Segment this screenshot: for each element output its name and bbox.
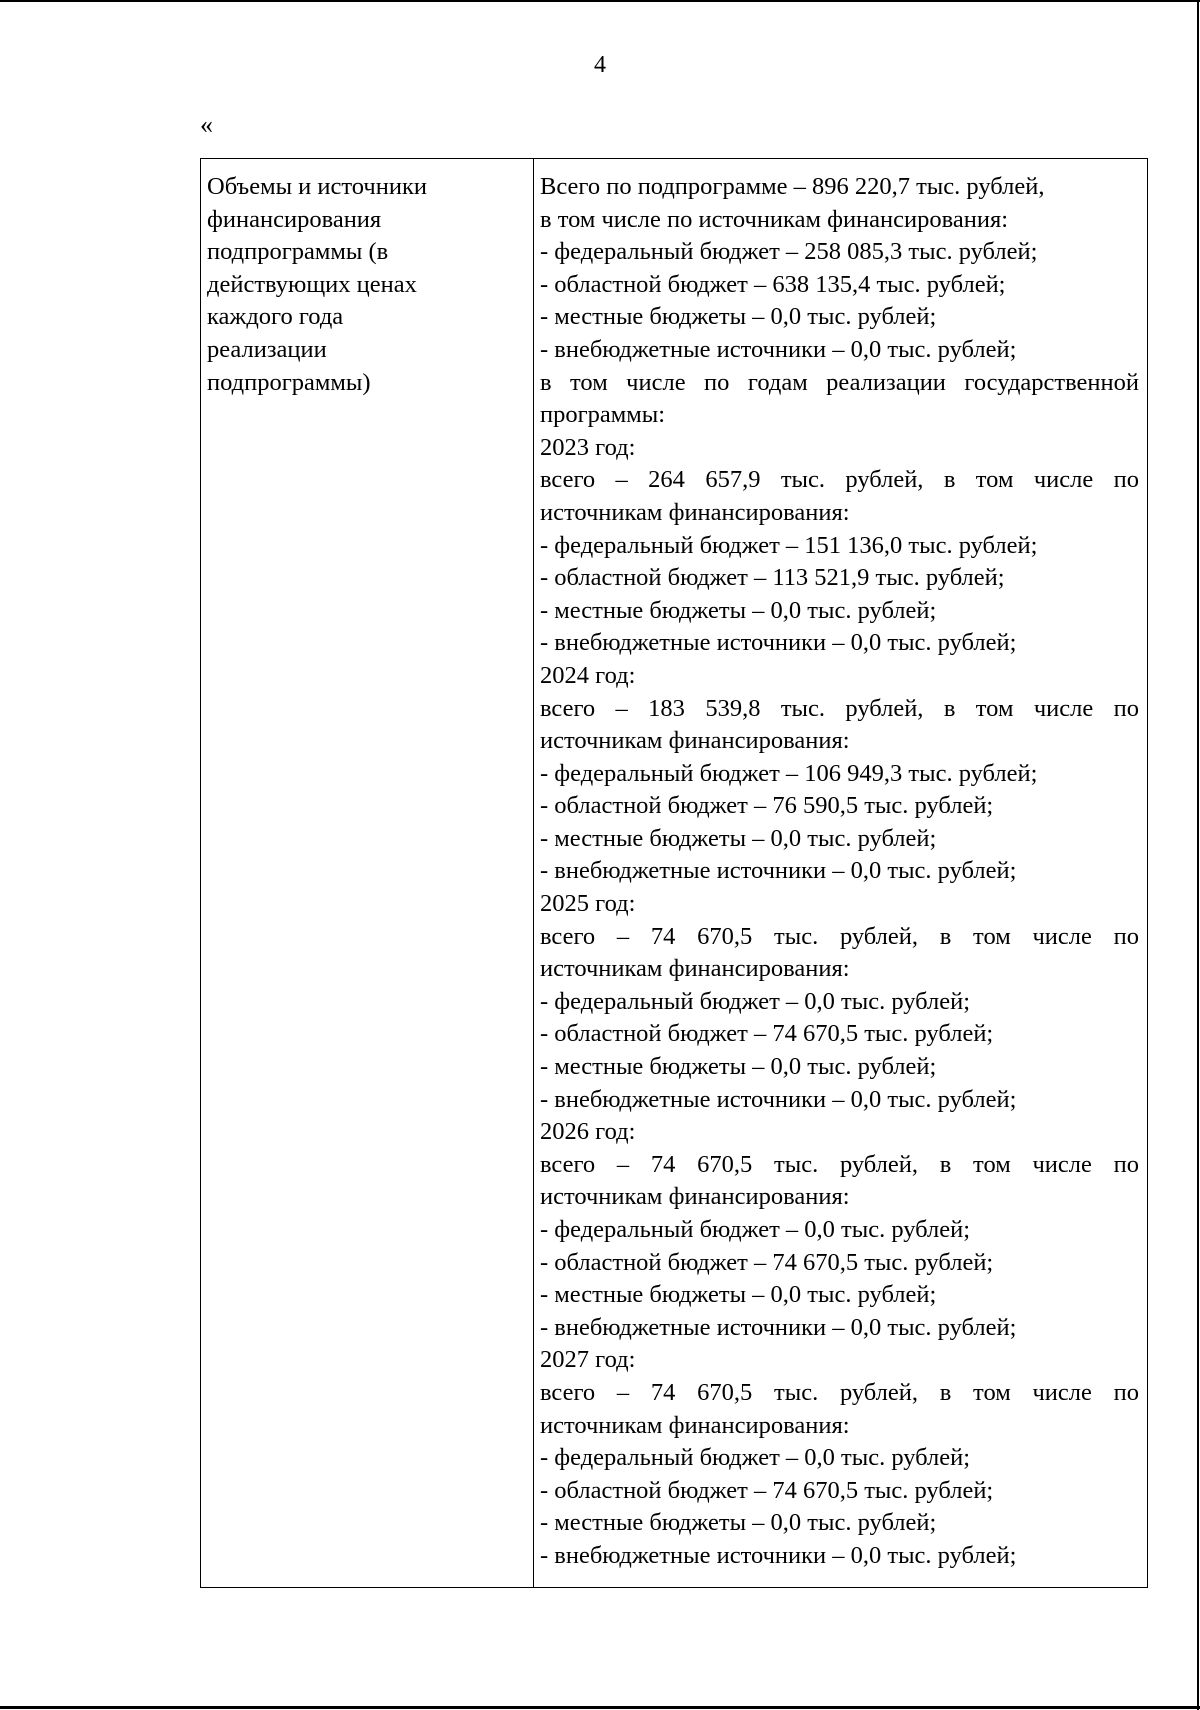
year-label: 2023 год: (540, 433, 636, 461)
year-total-cont: источникам финансирования: (540, 498, 850, 526)
year-total-cont: источникам финансирования: (540, 727, 850, 755)
year-federal: - федеральный бюджет – 0,0 тыс. рублей; (540, 987, 971, 1015)
summary-federal: - федеральный бюджет – 258 085,3 тыс. рублей; (540, 238, 1038, 266)
label-line: действующих ценах (207, 270, 417, 298)
scan-edge-bottom (0, 1706, 1200, 1709)
year-regional: - областной бюджет – 76 590,5 тыс. рублей; (540, 792, 994, 820)
table-row (201, 159, 1148, 1588)
years-heading: в том числе по годам реализации государственной (540, 368, 1139, 396)
year-local: - местные бюджеты – 0,0 тыс. рублей; (540, 824, 937, 852)
page-number: 4 (594, 52, 606, 78)
year-block-2027 (540, 1344, 1139, 1572)
year-extrabudgetary: - внебюджетные источники – 0,0 тыс. рублей; (540, 1085, 1017, 1113)
year-extrabudgetary: - внебюджетные источники – 0,0 тыс. рублей; (540, 857, 1017, 885)
year-local: - местные бюджеты – 0,0 тыс. рублей; (540, 1281, 937, 1309)
year-federal: - федеральный бюджет – 0,0 тыс. рублей; (540, 1444, 971, 1472)
summary-local: - местные бюджеты – 0,0 тыс. рублей; (540, 303, 937, 331)
year-federal: - федеральный бюджет – 0,0 тыс. рублей; (540, 1216, 971, 1243)
years-heading-cont: программы: (540, 401, 666, 429)
year-extrabudgetary: - внебюджетные источники – 0,0 тыс. рублей; (540, 1541, 1017, 1569)
year-total: всего – 264 657,9 тыс. рублей, в том числе по (540, 466, 1139, 494)
year-regional: - областной бюджет – 74 670,5 тыс. рублей; (540, 1020, 994, 1048)
summary-regional: - областной бюджет – 638 135,4 тыс. рублей; (540, 270, 1006, 298)
year-federal: - федеральный бюджет – 106 949,3 тыс. рублей; (540, 759, 1038, 787)
year-block-2023 (540, 432, 1139, 660)
label-line: каждого года (207, 303, 344, 331)
label-line: Объемы и источники (207, 173, 427, 200)
financing-label-cell (201, 159, 534, 1588)
year-label: 2027 год: (540, 1346, 636, 1374)
year-local: - местные бюджеты – 0,0 тыс. рублей; (540, 596, 937, 624)
year-label: 2024 год: (540, 661, 636, 689)
summary-sources-heading: в том числе по источникам финансирования: (540, 205, 1009, 233)
year-regional: - областной бюджет – 74 670,5 тыс. рублей; (540, 1476, 994, 1504)
summary-extrabudgetary: - внебюджетные источники – 0,0 тыс. рублей; (540, 335, 1017, 363)
year-total: всего – 183 539,8 тыс. рублей, в том числе по (540, 694, 1139, 722)
year-block-2026 (540, 1116, 1139, 1344)
year-extrabudgetary: - внебюджетные источники – 0,0 тыс. рублей; (540, 1313, 1017, 1341)
year-regional: - областной бюджет – 74 670,5 тыс. рублей; (540, 1248, 994, 1276)
year-federal: - федеральный бюджет – 151 136,0 тыс. рублей; (540, 531, 1038, 559)
year-block-2024 (540, 660, 1139, 888)
year-block-2025 (540, 888, 1139, 1116)
year-total-cont: источникам финансирования: (540, 1411, 850, 1439)
year-total: всего – 74 670,5 тыс. рублей, в том числе по (540, 1378, 1139, 1406)
scan-edge-top (0, 0, 1200, 2)
year-total: всего – 74 670,5 тыс. рублей, в том числе по (540, 1150, 1139, 1178)
scan-edge-right (1197, 0, 1199, 1710)
year-label: 2025 год: (540, 890, 636, 918)
financing-details-cell (534, 159, 1148, 1588)
year-extrabudgetary: - внебюджетные источники – 0,0 тыс. рублей; (540, 629, 1017, 657)
year-label: 2026 год: (540, 1118, 636, 1146)
financing-table (200, 158, 1148, 1588)
year-total-cont: источникам финансирования: (540, 1183, 850, 1211)
label-line: подпрограммы) (207, 368, 371, 396)
label-line: реализации (207, 335, 327, 363)
year-total-cont: источникам финансирования: (540, 955, 850, 983)
label-line: финансирования (207, 205, 382, 233)
year-local: - местные бюджеты – 0,0 тыс. рублей; (540, 1509, 937, 1537)
summary-total: Всего по подпрограмме – 896 220,7 тыс. рублей, (540, 173, 1045, 200)
opening-quote: « (200, 110, 213, 139)
label-line: подпрограммы (в (207, 238, 389, 266)
year-total: всего – 74 670,5 тыс. рублей, в том числе по (540, 922, 1139, 950)
year-local: - местные бюджеты – 0,0 тыс. рублей; (540, 1053, 937, 1081)
year-regional: - областной бюджет – 113 521,9 тыс. рублей; (540, 564, 1005, 592)
financing-summary (540, 171, 1139, 432)
